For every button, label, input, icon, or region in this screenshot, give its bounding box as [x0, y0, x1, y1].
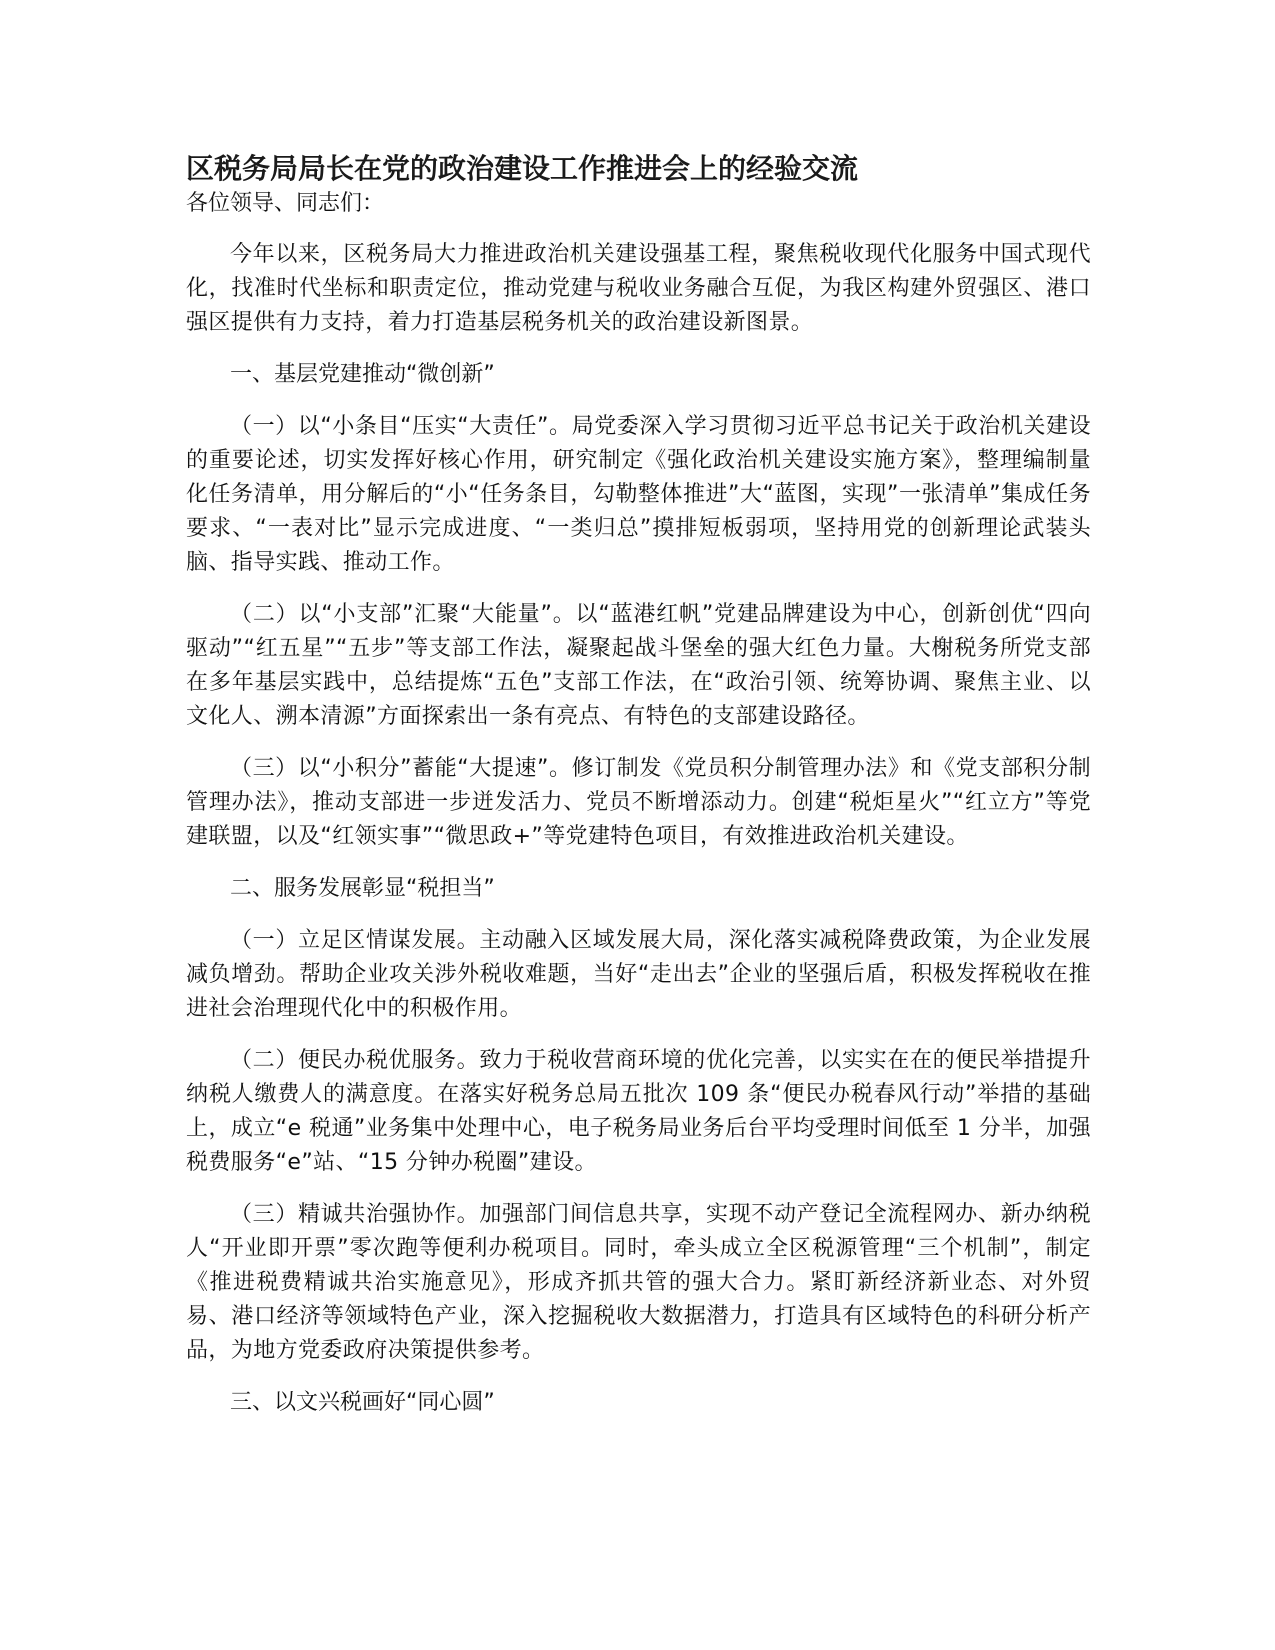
section-2-paragraph-2: （二）便民办税优服务。致力于税收营商环境的优化完善，以实实在在的便民举措提升纳税人缴费人的满意度。在落实好税务总局五批次 109 条“便民办税春风行动”举措的基础上，成立“e 税通”业务集中处理中心，电子税务局业务后台平均受理时间低至 1 分半，加强税费服务“e”站、“15 分钟办税圈”建设。 — [186, 1048, 1091, 1175]
section-2-paragraph-1: （一）立足区情谋发展。主动融入区域发展大局，深化落实减税降费政策，为企业发展减负增劲。帮助企业攻关涉外税收难题，当好“走出去”企业的坚强后盾，积极发挥税收在推进社会治理现代化中的积极作用。 — [186, 928, 1091, 1021]
intro-paragraph: 今年以来，区税务局大力推进政治机关建设强基工程，聚焦税收现代化服务中国式现代化，找准时代坐标和职责定位，推动党建与税收业务融合互促，为我区构建外贸强区、港口强区提供有力支持，着力打造基层税务机关的政治建设新图景。 — [186, 242, 1091, 335]
section-heading-3: 三、以文兴税画好“同心圆” — [230, 1390, 495, 1415]
section-heading-1: 一、基层党建推动“微创新” — [230, 362, 495, 387]
section-1-paragraph-2: （二）以“小支部”汇聚“大能量”。以“蓝港红帆”党建品牌建设为中心，创新创优“四向驱动”“红五星”“五步”等支部工作法，凝聚起战斗堡垒的强大红色力量。大榭税务所党支部在多年基层实践中，总结提炼“五色”支部工作法，在“政治引领、统筹协调、聚焦主业、以文化人、溯本清源”方面探索出一条有亮点、有特色的支部建设路径。 — [186, 602, 1091, 729]
section-2-paragraph-3: （三）精诚共治强协作。加强部门间信息共享，实现不动产登记全流程网办、新办纳税人“开业即开票”零次跑等便利办税项目。同时，牵头成立全区税源管理“三个机制”，制定《推进税费精诚共治实施意见》，形成齐抓共管的强大合力。紧盯新经济新业态、对外贸易、港口经济等领域特色产业，深入挖掘税收大数据潜力，打造具有区域特色的科研分析产品，为地方党委政府决策提供参考。 — [186, 1202, 1091, 1363]
salutation: 各位领导、同志们： — [186, 191, 385, 216]
document-body — [186, 150, 1091, 1438]
section-1-paragraph-1: （一）以“小条目“压实“大责任”。局党委深入学习贯彻习近平总书记关于政治机关建设的重要论述，切实发挥好核心作用，研究制定《强化政治机关建设实施方案》，整理编制量化任务清单，用分解后的“小“任务条目，勾勒整体推进”大“蓝图，实现”一张清单”集成任务要求、“一表对比”显示完成进度、“一类归总”摸排短板弱项，坚持用党的创新理论武装头脑、指导实践、推动工作。 — [186, 414, 1091, 575]
section-1-paragraph-3: （三）以“小积分”蓄能“大提速”。修订制发《党员积分制管理办法》和《党支部积分制管理办法》，推动支部进一步迸发活力、党员不断增添动力。创建“税炬星火”“红立方”等党建联盟，以及“红领实事”“微思政+”等党建特色项目，有效推进政治机关建设。 — [186, 756, 1091, 849]
document-title: 区税务局局长在党的政治建设工作推进会上的经验交流 — [186, 152, 859, 185]
section-heading-2: 二、服务发展彰显“税担当” — [230, 876, 495, 901]
